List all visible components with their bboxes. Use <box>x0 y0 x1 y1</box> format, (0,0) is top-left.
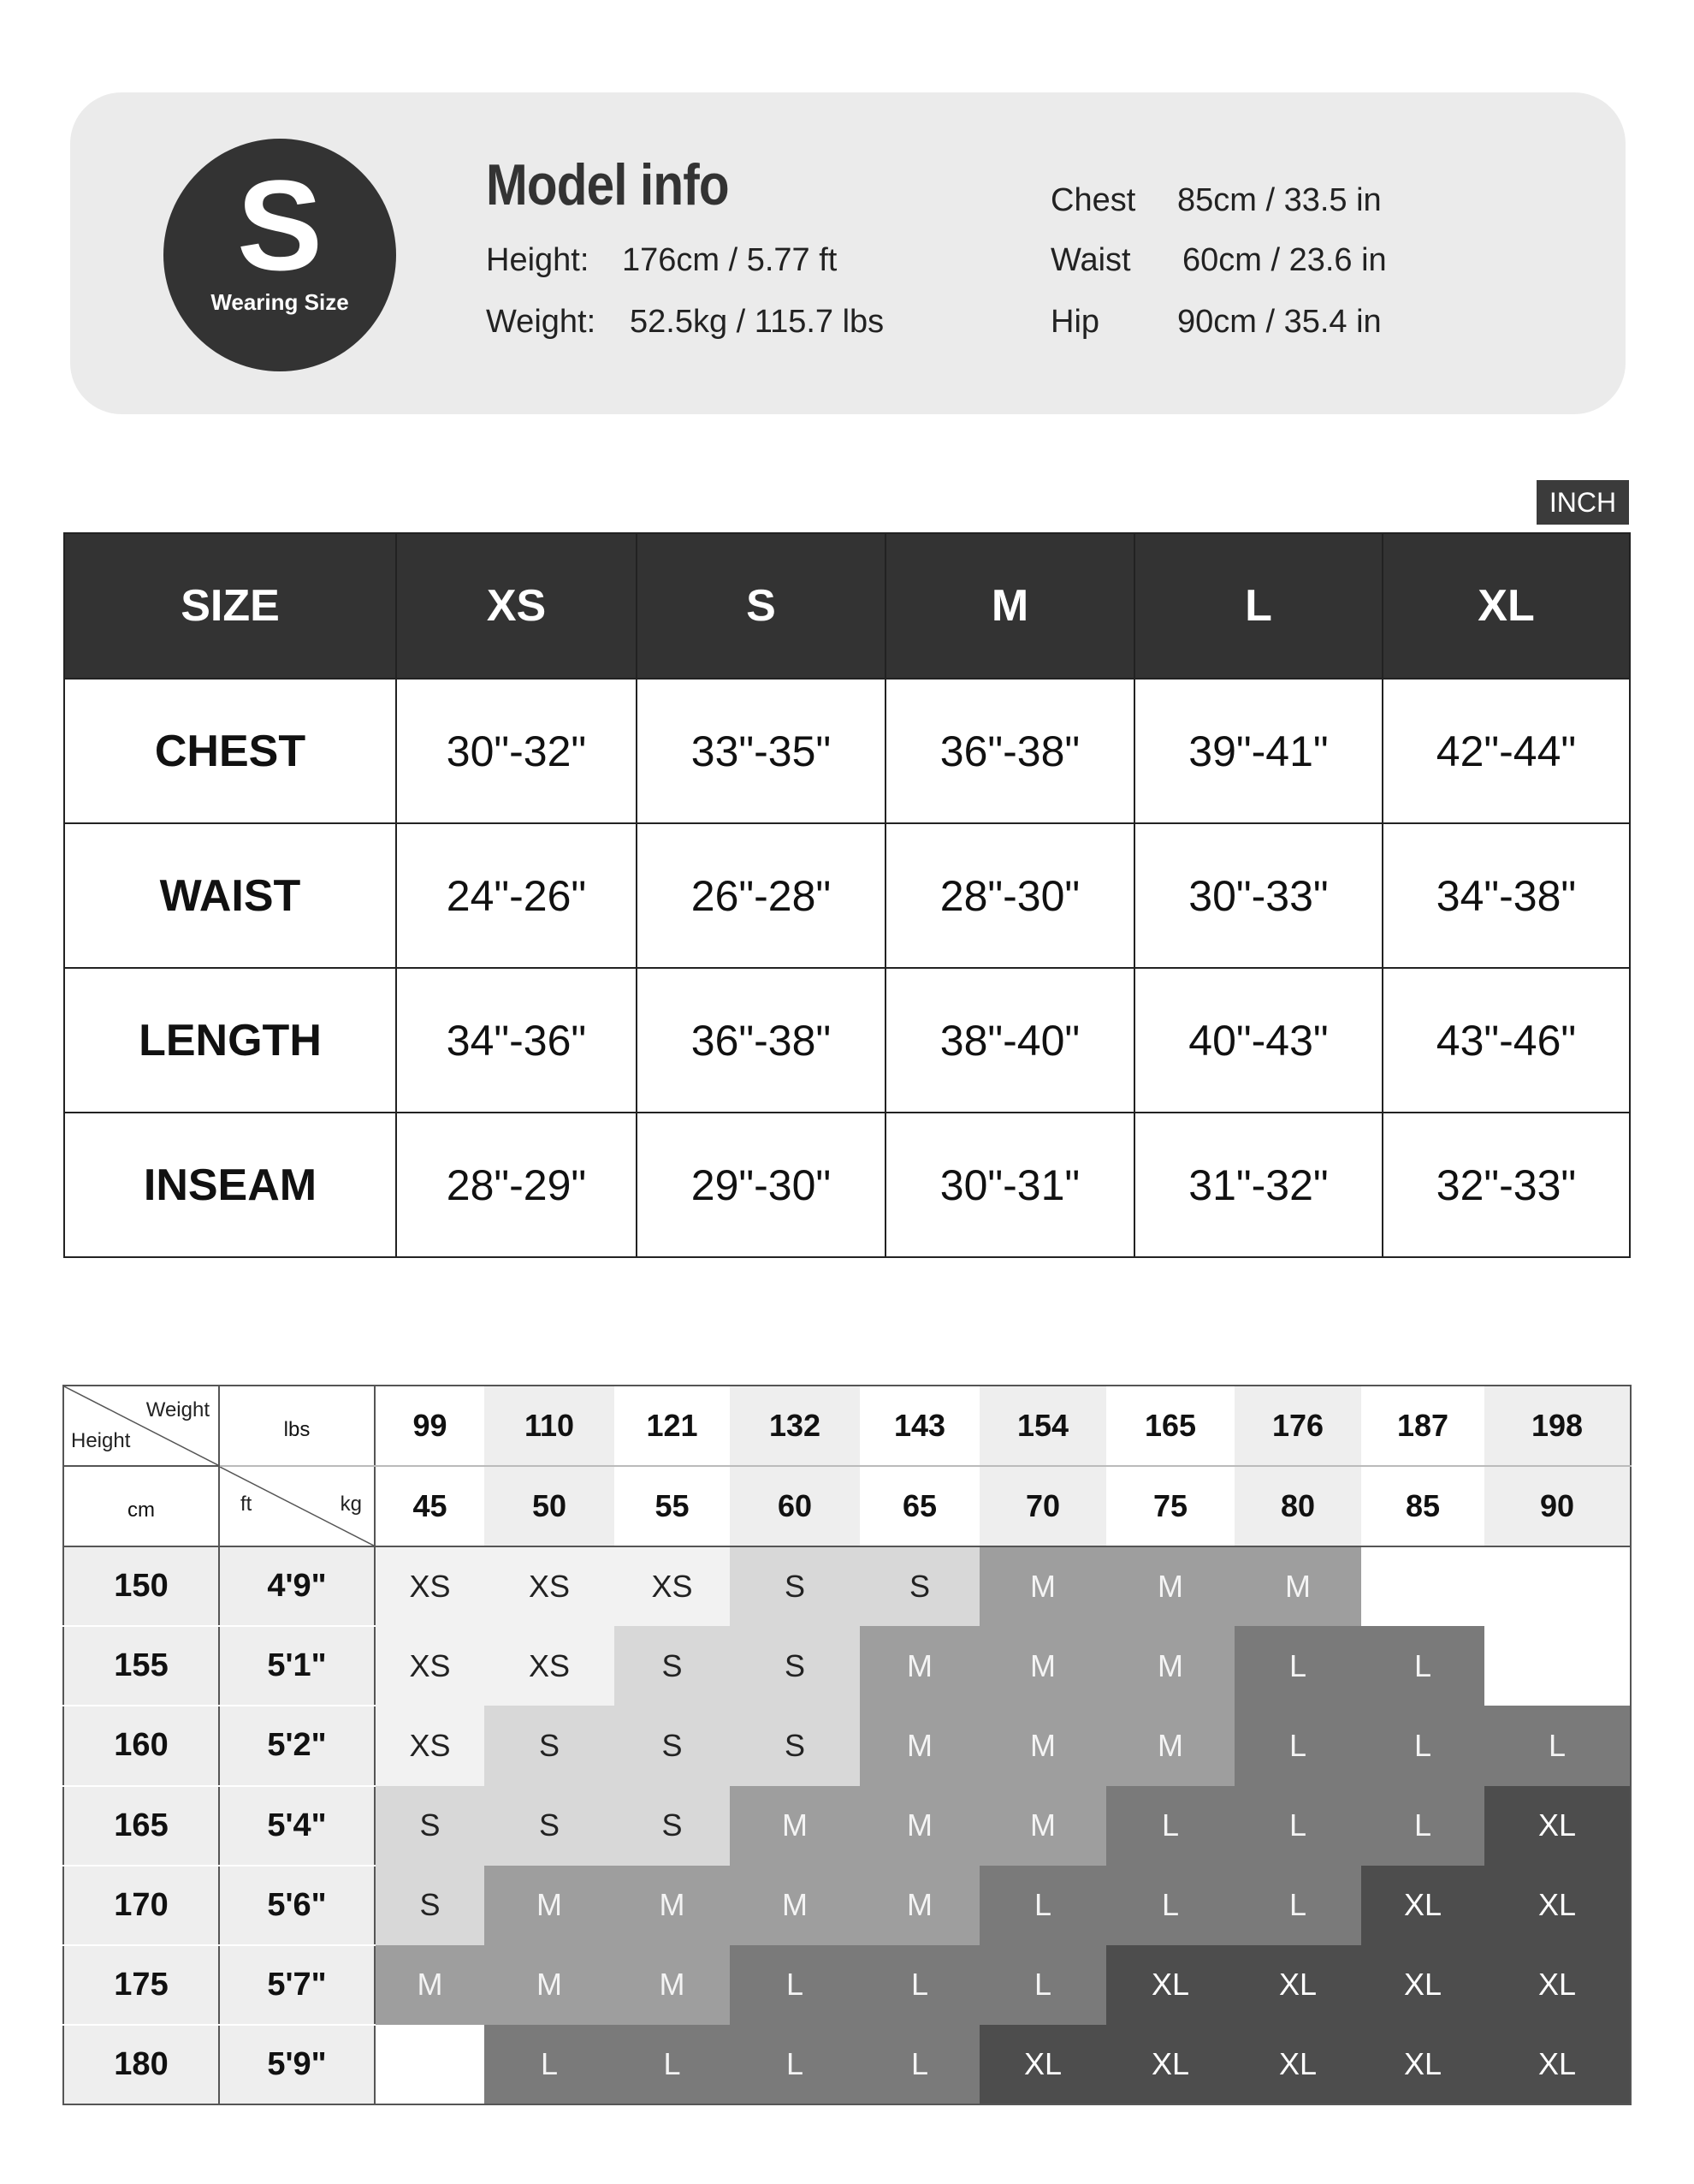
fit-size-cell: M <box>730 1866 860 1945</box>
fit-size-cell: L <box>1235 1866 1361 1945</box>
size-header-row <box>64 533 1630 679</box>
fit-size-cell: XL <box>1106 2025 1235 2104</box>
measurement-value: 29"-30" <box>637 1113 886 1257</box>
kg-value: 50 <box>484 1466 614 1546</box>
lbs-value: 143 <box>860 1386 980 1466</box>
kg-value: 55 <box>614 1466 730 1546</box>
lbs-value: 176 <box>1235 1386 1361 1466</box>
fit-size-cell: S <box>614 1626 730 1706</box>
size-chart-table <box>63 532 1631 1258</box>
kg-unit-label: kg <box>340 1493 362 1516</box>
model-weight-row <box>486 303 965 341</box>
height-axis-label: Height <box>71 1429 131 1453</box>
fit-size-cell: XS <box>375 1546 484 1626</box>
fit-size-cell: L <box>1235 1706 1361 1785</box>
fit-size-cell: L <box>1484 1706 1631 1785</box>
fit-size-cell: M <box>484 1945 614 2025</box>
fit-size-cell: S <box>484 1786 614 1866</box>
model-weight-label: Weight: <box>486 304 596 340</box>
fit-size-cell <box>1361 1546 1484 1626</box>
table-row <box>63 1706 1631 1785</box>
size-header-cell: XL <box>1383 533 1630 679</box>
fit-size-cell: L <box>1235 1626 1361 1706</box>
measurement-value: 30"-31" <box>886 1113 1134 1257</box>
lbs-value: 132 <box>730 1386 860 1466</box>
fit-size-cell: L <box>1361 1786 1484 1866</box>
cm-unit-cell <box>63 1466 219 1546</box>
kg-value: 75 <box>1106 1466 1235 1546</box>
measurement-value: 30"-33" <box>1134 823 1383 968</box>
fit-size-cell: M <box>730 1786 860 1866</box>
height-cm: 165 <box>63 1786 219 1866</box>
kg-header-row <box>63 1466 1631 1546</box>
measurement-value: 36"-38" <box>886 679 1134 823</box>
lbs-value: 99 <box>375 1386 484 1466</box>
model-height-label: Height: <box>486 242 589 278</box>
fit-size-cell: L <box>484 2025 614 2104</box>
fit-size-cell <box>1484 1546 1631 1626</box>
table-row <box>64 679 1630 823</box>
kg-value: 90 <box>1484 1466 1631 1546</box>
fit-size-cell: L <box>1361 1626 1484 1706</box>
wearing-size-badge <box>163 139 396 371</box>
fit-size-cell: XS <box>375 1626 484 1706</box>
height-cm: 170 <box>63 1866 219 1945</box>
wearing-size-label: Wearing Size <box>210 289 349 315</box>
measurement-value: 40"-43" <box>1134 968 1383 1113</box>
fit-size-cell: S <box>614 1786 730 1866</box>
kg-value: 45 <box>375 1466 484 1546</box>
height-ft: 5'7" <box>219 1945 375 2025</box>
model-waist-row <box>1051 241 1496 279</box>
kg-value: 80 <box>1235 1466 1361 1546</box>
table-row <box>63 2025 1631 2104</box>
fit-size-cell: XS <box>484 1626 614 1706</box>
fit-size-cell: S <box>484 1706 614 1785</box>
size-header-cell: L <box>1134 533 1383 679</box>
height-cm: 180 <box>63 2025 219 2104</box>
ft-unit-label: ft <box>240 1493 252 1516</box>
fit-size-cell: M <box>980 1786 1106 1866</box>
model-chest-row <box>1051 181 1496 219</box>
lbs-value: 121 <box>614 1386 730 1466</box>
fit-size-cell: S <box>614 1706 730 1785</box>
model-hip-row <box>1051 303 1496 341</box>
fit-size-cell: L <box>860 1945 980 2025</box>
model-height-value: 176cm / 5.77 ft <box>622 242 838 278</box>
fit-size-cell: M <box>375 1945 484 2025</box>
fit-size-cell: L <box>1361 1706 1484 1785</box>
model-hip-label: Hip <box>1051 304 1100 340</box>
fit-size-cell: XL <box>1484 2025 1631 2104</box>
measurement-value: 43"-46" <box>1383 968 1630 1113</box>
measurement-value: 38"-40" <box>886 968 1134 1113</box>
table-row <box>64 1113 1630 1257</box>
height-cm: 175 <box>63 1945 219 2025</box>
measurement-value: 42"-44" <box>1383 679 1630 823</box>
fit-size-cell: M <box>980 1706 1106 1785</box>
fit-size-cell: XS <box>375 1706 484 1785</box>
model-waist-value: 60cm / 23.6 in <box>1182 242 1387 278</box>
wearing-size-letter: S <box>236 153 323 297</box>
fit-size-cell: M <box>1106 1706 1235 1785</box>
measurement-value: 30"-32" <box>396 679 637 823</box>
model-info-title: Model info <box>486 152 729 217</box>
height-ft: 4'9" <box>219 1546 375 1626</box>
model-height-row <box>486 241 965 279</box>
fit-size-cell: M <box>860 1786 980 1866</box>
kg-value: 65 <box>860 1466 980 1546</box>
measurement-name: CHEST <box>64 679 396 823</box>
model-waist-label: Waist <box>1051 242 1131 278</box>
fit-size-cell: XS <box>614 1546 730 1626</box>
fit-size-cell: XL <box>1361 1945 1484 2025</box>
fit-size-cell: L <box>614 2025 730 2104</box>
fit-size-cell: L <box>730 2025 860 2104</box>
fit-size-cell: XL <box>1106 1945 1235 2025</box>
fit-size-cell: XL <box>1361 2025 1484 2104</box>
height-ft: 5'9" <box>219 2025 375 2104</box>
lbs-header-row <box>63 1386 1631 1466</box>
fit-chart-table <box>62 1385 1632 2105</box>
height-weight-corner <box>63 1386 219 1466</box>
height-cm: 150 <box>63 1546 219 1626</box>
fit-size-cell: M <box>614 1945 730 2025</box>
table-row <box>63 1786 1631 1866</box>
lbs-value: 165 <box>1106 1386 1235 1466</box>
lbs-value: 110 <box>484 1386 614 1466</box>
fit-size-cell: XL <box>1235 1945 1361 2025</box>
height-cm: 160 <box>63 1706 219 1785</box>
measurement-value: 28"-29" <box>396 1113 637 1257</box>
measurement-value: 34"-36" <box>396 968 637 1113</box>
fit-size-cell: M <box>980 1626 1106 1706</box>
fit-size-cell: XL <box>980 2025 1106 2104</box>
weight-axis-label: Weight <box>145 1398 210 1421</box>
measurement-name: INSEAM <box>64 1113 396 1257</box>
table-row <box>63 1626 1631 1706</box>
fit-size-cell: S <box>375 1866 484 1945</box>
fit-size-cell: S <box>730 1706 860 1785</box>
model-chest-label: Chest <box>1051 182 1136 218</box>
fit-size-cell: L <box>860 2025 980 2104</box>
measurement-name: LENGTH <box>64 968 396 1113</box>
measurement-value: 34"-38" <box>1383 823 1630 968</box>
fit-size-cell: L <box>980 1866 1106 1945</box>
kg-value: 85 <box>1361 1466 1484 1546</box>
measurement-value: 36"-38" <box>637 968 886 1113</box>
fit-size-cell: L <box>980 1945 1106 2025</box>
fit-size-cell: M <box>860 1866 980 1945</box>
fit-size-cell: M <box>614 1866 730 1945</box>
size-header-cell: SIZE <box>64 533 396 679</box>
measurement-value: 32"-33" <box>1383 1113 1630 1257</box>
measurement-value: 33"-35" <box>637 679 886 823</box>
table-row <box>63 1945 1631 2025</box>
fit-size-cell: L <box>1235 1786 1361 1866</box>
size-header-cell: M <box>886 533 1134 679</box>
model-weight-value: 52.5kg / 115.7 lbs <box>630 304 885 340</box>
kg-value: 70 <box>980 1466 1106 1546</box>
table-row <box>64 968 1630 1113</box>
fit-size-cell: XS <box>484 1546 614 1626</box>
fit-size-cell: M <box>484 1866 614 1945</box>
ft-kg-corner <box>219 1466 375 1546</box>
fit-size-cell: XL <box>1361 1866 1484 1945</box>
fit-size-cell: M <box>1235 1546 1361 1626</box>
table-row <box>64 823 1630 968</box>
table-row <box>63 1546 1631 1626</box>
fit-size-cell: M <box>1106 1546 1235 1626</box>
size-header-cell: XS <box>396 533 637 679</box>
model-hip-value: 90cm / 35.4 in <box>1177 304 1382 340</box>
lbs-unit-label: lbs <box>283 1418 311 1442</box>
fit-size-cell: M <box>860 1706 980 1785</box>
fit-size-cell <box>375 2025 484 2104</box>
fit-size-cell <box>1484 1626 1631 1706</box>
fit-size-cell: XL <box>1484 1945 1631 2025</box>
model-chest-value: 85cm / 33.5 in <box>1177 182 1382 218</box>
fit-size-cell: M <box>980 1546 1106 1626</box>
fit-size-cell: L <box>1106 1786 1235 1866</box>
measurement-value: 26"-28" <box>637 823 886 968</box>
height-ft: 5'1" <box>219 1626 375 1706</box>
unit-badge: INCH <box>1537 480 1629 525</box>
size-header-cell: S <box>637 533 886 679</box>
measurement-name: WAIST <box>64 823 396 968</box>
fit-size-cell: M <box>1106 1626 1235 1706</box>
measurement-value: 39"-41" <box>1134 679 1383 823</box>
fit-size-cell: S <box>375 1786 484 1866</box>
lbs-value: 198 <box>1484 1386 1631 1466</box>
fit-size-cell: M <box>860 1626 980 1706</box>
kg-value: 60 <box>730 1466 860 1546</box>
lbs-value: 187 <box>1361 1386 1484 1466</box>
lbs-unit-cell <box>219 1386 375 1466</box>
fit-size-cell: S <box>730 1626 860 1706</box>
measurement-value: 24"-26" <box>396 823 637 968</box>
fit-size-cell: XL <box>1484 1786 1631 1866</box>
height-cm: 155 <box>63 1626 219 1706</box>
table-row <box>63 1866 1631 1945</box>
height-ft: 5'4" <box>219 1786 375 1866</box>
fit-size-cell: S <box>730 1546 860 1626</box>
height-ft: 5'2" <box>219 1706 375 1785</box>
fit-size-cell: XL <box>1235 2025 1361 2104</box>
fit-size-cell: L <box>1106 1866 1235 1945</box>
fit-size-cell: XL <box>1484 1866 1631 1945</box>
cm-unit-label: cm <box>127 1499 155 1522</box>
measurement-value: 31"-32" <box>1134 1113 1383 1257</box>
measurement-value: 28"-30" <box>886 823 1134 968</box>
fit-size-cell: L <box>730 1945 860 2025</box>
lbs-value: 154 <box>980 1386 1106 1466</box>
fit-size-cell: S <box>860 1546 980 1626</box>
height-ft: 5'6" <box>219 1866 375 1945</box>
